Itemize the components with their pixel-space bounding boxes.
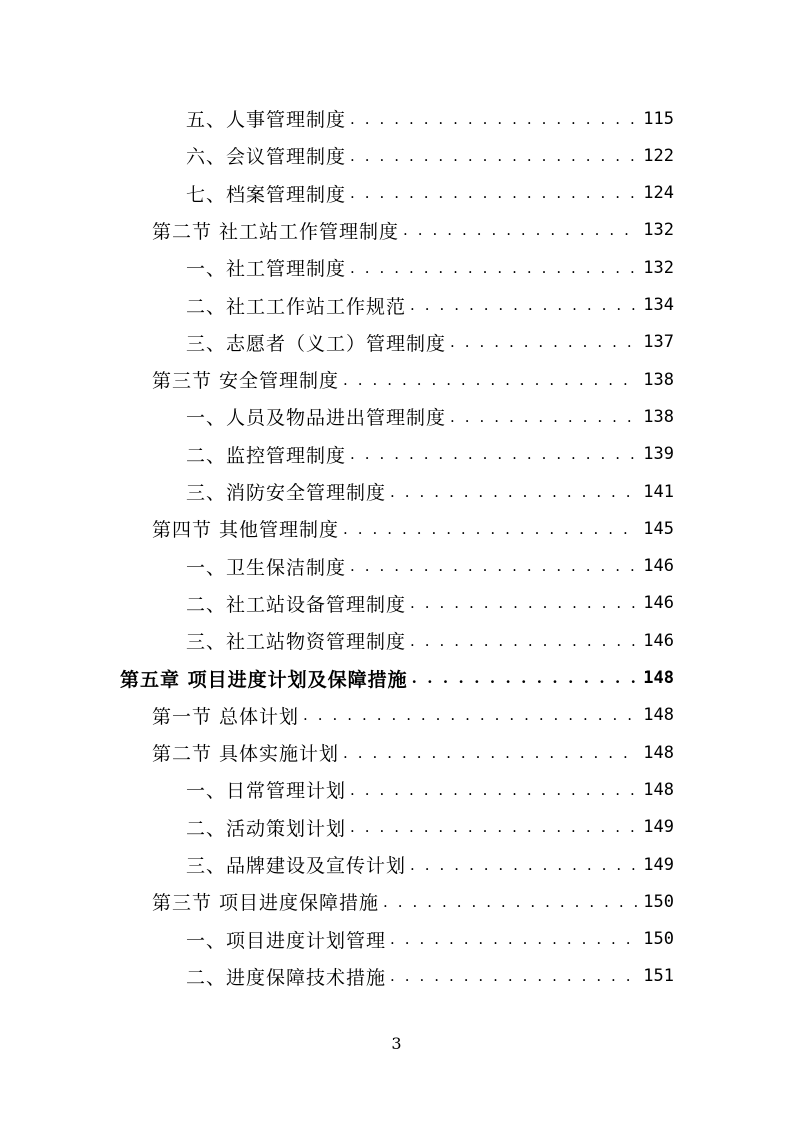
toc-entry[interactable] [186,100,674,137]
toc-entry-page: 138 [643,369,674,390]
toc-entry-page: 146 [643,556,674,577]
toc-entry-page: 150 [643,891,674,912]
toc-entry[interactable] [152,697,674,734]
toc-entry-title: 第二节 社工站工作管理制度 [152,220,400,243]
toc-entry-page: 141 [643,481,674,502]
dot-leader [343,371,637,389]
toc-entry[interactable] [186,249,674,286]
dot-leader [390,930,637,948]
dot-leader [403,221,637,239]
toc-entry-title: 二、社工工作站工作规范 [186,295,407,318]
dot-leader [390,967,637,985]
dot-leader [343,744,637,762]
toc-entry-page: 132 [643,257,674,278]
dot-leader [383,893,637,911]
toc-entry-page: 145 [643,518,674,539]
toc-entry[interactable] [186,958,674,995]
toc-entry-title: 第二节 具体实施计划 [152,743,340,766]
dot-leader [450,408,637,426]
toc-entry[interactable] [186,622,674,659]
dot-leader [410,856,637,874]
toc-entry-title: 一、日常管理计划 [186,780,347,803]
toc-entry-title: 六、会议管理制度 [186,146,347,169]
toc-entry-title: 五、人事管理制度 [186,109,347,131]
toc-entry-title: 第五章 项目进度计划及保障措施 [120,668,408,691]
dot-leader [303,706,637,724]
toc-entry-title: 一、人员及物品进出管理制度 [186,407,447,430]
toc-entry-title: 一、社工管理制度 [186,258,347,281]
toc-entry-page: 122 [643,145,674,166]
toc-entry-title: 一、项目进度计划管理 [186,929,387,952]
toc-entry-title: 三、消防安全管理制度 [186,482,387,504]
toc-entry-page: 151 [643,966,674,987]
toc-entry-page: 148 [643,742,674,763]
toc-entry[interactable] [186,809,674,846]
toc-entry[interactable] [120,660,674,697]
toc-entry-title: 三、社工站物资管理制度 [186,631,407,654]
toc-entry-title: 二、进度保障技术措施 [186,966,387,989]
toc-entry-page: 132 [643,220,674,241]
toc-entry[interactable] [186,287,674,324]
toc-entry[interactable] [186,436,674,473]
dot-leader [410,632,637,650]
toc-entry-title: 二、活动策划计划 [186,817,347,840]
toc-entry-page: 138 [643,406,674,427]
dot-leader [350,184,637,202]
toc-entry[interactable] [186,921,674,958]
toc-entry-title: 七、档案管理制度 [186,183,347,206]
toc-entry-page: 137 [643,332,674,353]
toc-entry-title: 一、卫生保洁制度 [186,556,347,579]
toc-entry-page: 134 [643,295,674,315]
dot-leader [390,483,637,501]
toc-entry-page: 115 [643,108,674,129]
dot-leader [350,781,637,799]
toc-entry[interactable] [152,734,674,771]
toc-entry-title: 三、品牌建设及宣传计划 [186,855,407,877]
toc-entry-page: 148 [643,779,674,800]
toc-entry-page: 146 [643,630,674,651]
toc-entry[interactable] [152,510,674,547]
toc-entry[interactable] [186,137,674,174]
toc-entry[interactable] [186,585,674,622]
dot-leader [350,110,637,128]
dot-leader [350,557,637,575]
toc-entry-title: 第一节 总体计划 [152,705,300,728]
toc-entry[interactable] [186,175,674,212]
toc-entry-title: 三、志愿者（义工）管理制度 [186,332,447,355]
toc-entry-page: 150 [643,929,674,950]
page-number: 3 [391,1034,402,1053]
toc-entry-page: 124 [643,183,674,204]
toc-entry[interactable] [186,846,674,883]
dot-leader [412,669,638,687]
toc-entry-page: 148 [643,705,674,726]
toc-entry-page: 149 [643,854,674,875]
dot-leader [350,147,637,165]
toc-entry[interactable] [186,324,674,361]
toc-entry[interactable] [186,473,674,510]
dot-leader [343,520,637,538]
dot-leader [350,818,637,836]
dot-leader [350,445,637,463]
toc-entry-title: 二、监控管理制度 [186,444,347,467]
toc-entry-page: 148 [643,668,674,688]
toc-entry[interactable] [186,548,674,585]
toc-entry[interactable] [152,883,674,920]
dot-leader [350,259,637,277]
toc-entry-page: 139 [643,444,674,465]
toc-entry-page: 149 [643,817,674,838]
dot-leader [450,333,637,351]
toc-entry[interactable] [152,361,674,398]
toc-entry[interactable] [186,771,674,808]
toc-entry[interactable] [186,398,674,435]
toc-entry-page: 146 [643,593,674,614]
toc-entry-title: 第三节 项目进度保障措施 [152,892,380,915]
dot-leader [410,296,637,314]
toc-entry-title: 第三节 安全管理制度 [152,370,340,393]
toc-entry-title: 第四节 其他管理制度 [152,519,340,542]
toc-entry-title: 二、社工站设备管理制度 [186,593,407,616]
dot-leader [410,594,637,612]
toc-entry[interactable] [152,212,674,249]
